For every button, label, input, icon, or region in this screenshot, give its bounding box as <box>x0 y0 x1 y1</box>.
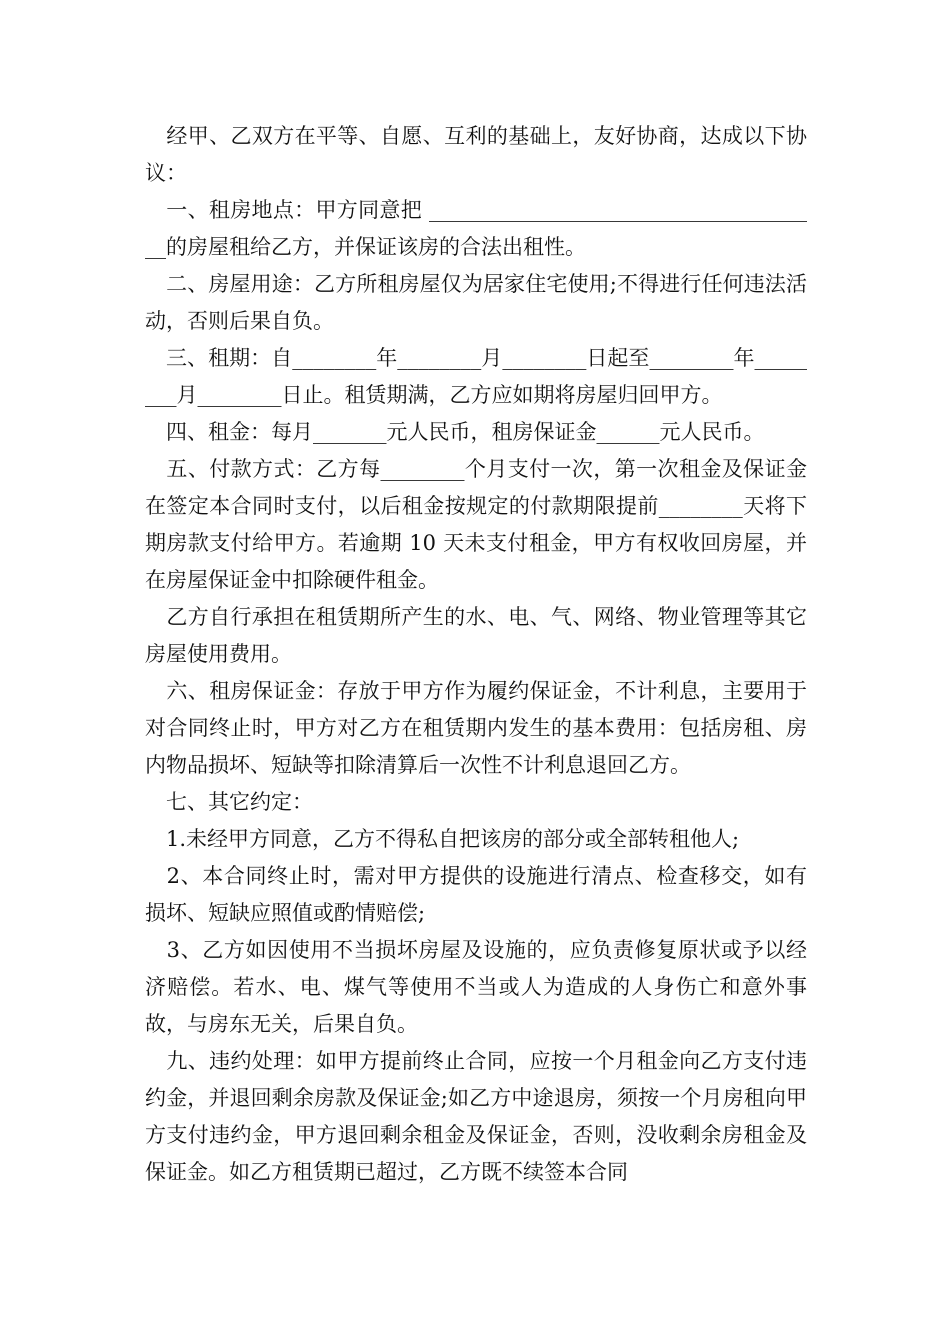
paragraph-utility-fees: 乙方自行承担在租赁期所产生的水、电、气、网络、物业管理等其它房屋使用费用。 <box>145 605 807 666</box>
paragraph-payment-method: 五、付款方式：乙方每________个月支付一次，第一次租金及保证金在签定本合同时支付，以后租金按规定的付款期限提前________天将下期房款支付给甲方。若逾期 10 天未支付租金，甲方有权收回房屋，并在房屋保证金中扣除硬件租金。 <box>145 457 807 592</box>
paragraph-rent: 四、租金：每月_______元人民币，租房保证金______元人民币。 <box>145 420 765 444</box>
paragraph-rental-location: 一、租房地点：甲方同意把 ______________________________________的房屋租给乙方，并保证该房的合法出租性。 <box>145 198 807 259</box>
paragraph-lease-term: 三、租期：自________年________月________日起至________年________月________日止。租赁期满，乙方应如期将房屋归回甲方。 <box>145 346 807 407</box>
paragraph-term-2: 2、本合同终止时，需对甲方提供的设施进行清点、检查移交，如有损坏、短缺应照值或酌情赔偿; <box>145 864 807 925</box>
paragraph-intro: 经甲、乙双方在平等、自愿、互利的基础上，友好协商，达成以下协议： <box>145 124 807 185</box>
paragraph-house-usage: 二、房屋用途：乙方所租房屋仅为居家住宅使用;不得进行任何违法活动，否则后果自负。 <box>145 272 807 333</box>
paragraph-breach: 九、违约处理：如甲方提前终止合同，应按一个月租金向乙方支付违约金，并退回剩余房款及保证金;如乙方中途退房，须按一个月房租向甲方支付违约金，甲方退回剩余租金及保证金，否则，没收剩余房租金及保证金。如乙方租赁期已超过，乙方既不续签本合同 <box>145 1049 807 1184</box>
document-body <box>145 118 807 1191</box>
paragraph-other-terms-heading: 七、其它约定： <box>145 790 313 814</box>
paragraph-deposit: 六、租房保证金：存放于甲方作为履约保证金，不计利息，主要用于对合同终止时，甲方对乙方在租赁期内发生的基本费用：包括房租、房内物品损坏、短缺等扣除清算后一次性不计利息退回乙方。 <box>145 679 807 777</box>
paragraph-term-1: 1.未经甲方同意，乙方不得私自把该房的部分或全部转租他人; <box>145 827 740 851</box>
paragraph-term-3: 3、乙方如因使用不当损坏房屋及设施的，应负责修复原状或予以经济赔偿。若水、电、煤气等使用不当或人为造成的人身伤亡和意外事故，与房东无关，后果自负。 <box>145 938 807 1036</box>
